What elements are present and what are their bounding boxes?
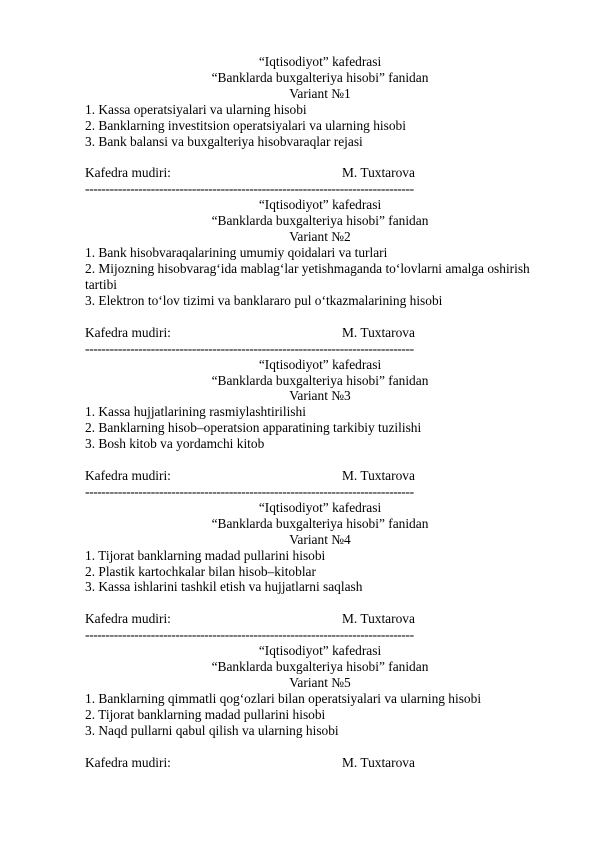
blank-line <box>85 739 555 755</box>
question-item: 2. Plastik kartochkalar bilan hisob–kitoblar <box>85 563 316 579</box>
subject-title: “Banklarda buxgalteriya hisobi” fanidan <box>211 69 429 85</box>
question-item: 1. Tijorat banklarning madad pullarini hisobi <box>85 547 326 563</box>
question-item: 3. Naqd pullarni qabul qilish va ularning hisobi <box>85 722 339 738</box>
department-title: “Iqtisodiyot” kafedrasi <box>258 356 382 372</box>
subject-title: “Banklarda buxgalteriya hisobi” fanidan <box>211 659 429 675</box>
subject-title: “Banklarda buxgalteriya hisobi” fanidan <box>211 515 429 531</box>
question-item: 3. Kassa ishlarini tashkil etish va hujjatlarni saqlash <box>85 579 363 595</box>
question-item: 3. Bosh kitob va yordamchi kitob <box>85 436 265 452</box>
department-title: “Iqtisodiyot” kafedrasi <box>258 197 382 213</box>
head-name: M. Tuxtarova <box>342 611 415 627</box>
signature-line <box>85 611 555 627</box>
head-name: M. Tuxtarova <box>342 324 415 340</box>
exam-variants-page <box>85 54 555 771</box>
department-title: “Iqtisodiyot” kafedrasi <box>258 499 382 515</box>
subject-title: “Banklarda buxgalteriya hisobi” fanidan <box>211 372 429 388</box>
department-title: “Iqtisodiyot” kafedrasi <box>258 54 382 69</box>
separator-line: -------------------------------------------------------------------------------- <box>85 484 414 500</box>
variant-block-2 <box>85 197 555 356</box>
question-item: 2. Tijorat banklarning madad pullarini hisobi <box>85 706 326 722</box>
question-item: 2. Mijozning hisobvarag‘ida mablag‘lar yetishmaganda to‘lovlarni amalga oshirish tartibi <box>85 260 530 292</box>
blank-line <box>85 149 555 165</box>
variant-block-1 <box>85 54 555 197</box>
head-label: Kafedra mudiri: <box>85 754 171 770</box>
head-name: M. Tuxtarova <box>342 165 415 181</box>
signature-line <box>85 325 555 341</box>
signature-line <box>85 165 555 181</box>
variant-block-4 <box>85 500 555 643</box>
blank-line <box>85 595 555 611</box>
question-item: 1. Bank hisobvaraqalarining umumiy qoidalari va turlari <box>85 245 388 261</box>
separator-line: -------------------------------------------------------------------------------- <box>85 340 414 356</box>
question-item: 3. Elektron to‘lov tizimi va banklararo pul o‘tkazmalarining hisobi <box>85 292 443 308</box>
question-item: 1. Banklarning qimmatli qog‘ozlari bilan operatsiyalari va ularning hisobi <box>85 691 482 706</box>
blank-line <box>85 309 555 325</box>
head-label: Kafedra mudiri: <box>85 468 171 484</box>
variant-number: Variant №5 <box>289 675 351 691</box>
question-item: 3. Bank balansi va buxgalteriya hisobvaraqlar rejasi <box>85 133 363 149</box>
head-name: M. Tuxtarova <box>342 468 415 484</box>
subject-title: “Banklarda buxgalteriya hisobi” fanidan <box>211 213 429 229</box>
question-item: 2. Banklarning hisob–operatsion apparatining tarkibiy tuzilishi <box>85 420 422 436</box>
question-item: 1. Kassa hujjatlarining rasmiylashtirilishi <box>85 404 306 420</box>
head-label: Kafedra mudiri: <box>85 165 171 181</box>
variant-number: Variant №3 <box>289 388 351 404</box>
separator-line: -------------------------------------------------------------------------------- <box>85 627 414 643</box>
department-title: “Iqtisodiyot” kafedrasi <box>258 643 382 659</box>
signature-line <box>85 468 555 484</box>
head-name: M. Tuxtarova <box>342 754 415 770</box>
separator-line: -------------------------------------------------------------------------------- <box>85 181 414 197</box>
signature-line <box>85 755 555 771</box>
variant-number: Variant №4 <box>289 531 351 547</box>
question-item: 1. Kassa operatsiyalari va ularning hisobi <box>85 101 307 117</box>
question-item: 2. Banklarning investitsion operatsiyalari va ularning hisobi <box>85 117 406 133</box>
blank-line <box>85 452 555 468</box>
variant-block-3 <box>85 357 555 500</box>
variant-number: Variant №1 <box>289 85 351 101</box>
variant-number: Variant №2 <box>289 229 351 245</box>
head-label: Kafedra mudiri: <box>85 324 171 340</box>
head-label: Kafedra mudiri: <box>85 611 171 627</box>
variant-block-5 <box>85 643 555 770</box>
